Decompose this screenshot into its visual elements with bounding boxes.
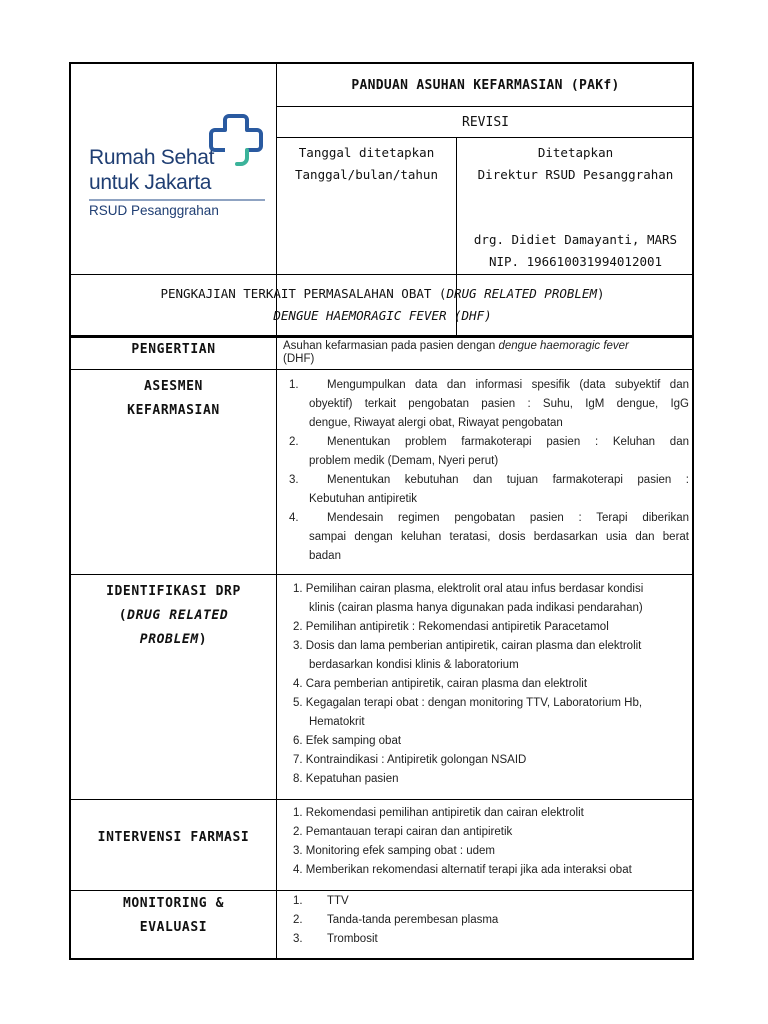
- signer-block: [457, 229, 694, 273]
- identifikasi-label-2b: DRUG RELATED: [127, 608, 229, 623]
- asesmen-item-continuation: sampai dengan keluhan teratasi, dosis berdasarkan usia dan berat: [309, 531, 689, 543]
- revisi-label: REVISI: [462, 114, 509, 130]
- drp-item: [293, 770, 689, 789]
- identifikasi-label-2a: (: [118, 608, 128, 623]
- asesmen-item-continuation: badan: [309, 550, 341, 562]
- drp-item-text: 3. Dosis dan lama pemberian antipiretik, cairan plasma dan elektrolit: [293, 640, 642, 652]
- monitoring-item-number: 3.: [293, 933, 303, 945]
- drp-item-continuation: Hematokrit: [309, 716, 365, 728]
- drp-item: [293, 637, 689, 675]
- asesmen-item-number: 3.: [289, 474, 299, 486]
- g-pengertian-top: [71, 336, 694, 337]
- drp-item-text: 8. Kepatuhan pasien: [293, 773, 399, 785]
- drp-item: [293, 751, 689, 770]
- logo-divider: [89, 199, 265, 201]
- asesmen-bottom-border: [71, 574, 694, 575]
- ditetapkan-value: Direktur RSUD Pesanggrahan: [477, 167, 674, 182]
- asesmen-label-1: ASESMEN: [144, 379, 203, 394]
- drp-item: [293, 694, 689, 732]
- pengertian-text: [283, 340, 688, 366]
- section-title-line-1: [71, 283, 694, 305]
- monitoring-item-text: Tanda-tanda perembesan plasma: [327, 914, 499, 926]
- tanggal-label: Tanggal ditetapkan: [298, 145, 435, 160]
- identifikasi-label-3a: PROBLEM: [139, 632, 199, 647]
- monitoring-item: [293, 892, 689, 911]
- asesmen-item: [289, 376, 689, 433]
- monitoring-label-2: EVALUASI: [139, 920, 208, 935]
- cross-logo-icon: [207, 112, 267, 168]
- section-title-line-2: [71, 305, 694, 327]
- ditetapkan-cell: [457, 142, 694, 186]
- identifikasi-label-1: IDENTIFIKASI DRP: [106, 584, 241, 599]
- asesmen-label-2: KEFARMASIAN: [127, 403, 220, 418]
- asesmen-item: [289, 509, 689, 566]
- pengertian-text-a: Asuhan kefarmasian pada pasien dengan: [283, 340, 499, 352]
- drp-item: [293, 732, 689, 751]
- pengertian-text-b: dengue haemoragic fever: [498, 340, 629, 352]
- monitoring-label-1: MONITORING &: [122, 896, 225, 911]
- signer-nip: NIP. 196610031994012001: [488, 254, 663, 269]
- identifikasi-list: [293, 580, 689, 789]
- identifikasi-label-3b: ): [198, 632, 208, 647]
- asesmen-item: [289, 471, 689, 509]
- asesmen-item-text: Menentukan kebutuhan dan tujuan farmakoterapi pasien :: [327, 474, 689, 486]
- asesmen-item-continuation: obyektif) terkait pengobatan pasien : Suhu, IgM dengue, IgG: [309, 398, 689, 410]
- asesmen-item-text: Mendesain regimen pengobatan pasien : Terapi diberikan: [327, 512, 689, 524]
- intervensi-item: 2. Pemantauan terapi cairan dan antipiretik: [293, 826, 513, 838]
- asesmen-item-continuation: dengue, Riwayat alergi obat, Riwayat pengobatan: [309, 417, 563, 429]
- asesmen-item: [289, 433, 689, 471]
- asesmen-item-number: 4.: [289, 512, 299, 524]
- document-title: PANDUAN ASUHAN KEFARMASIAN (PAKf): [351, 77, 620, 93]
- intervensi-item: 4. Memberikan rekomendasi alternatif terapi jika ada interaksi obat: [293, 864, 632, 876]
- asesmen-list: [289, 376, 689, 566]
- intervensi-label: INTERVENSI FARMASI: [97, 830, 250, 845]
- monitoring-label: [71, 892, 276, 940]
- intervensi-item: 3. Monitoring efek samping obat : udem: [293, 845, 496, 857]
- asesmen-item-continuation: Kebutuhan antipiretik: [309, 493, 418, 505]
- intervensi-list: [293, 804, 689, 880]
- identifikasi-label-2: [71, 604, 276, 628]
- monitoring-list: [293, 892, 689, 949]
- monitoring-item-number: 1.: [293, 895, 303, 907]
- section-title: [71, 283, 694, 327]
- document-form: [69, 62, 694, 960]
- drp-item-text: 4. Cara pemberian antipiretik, cairan plasma dan elektrolit: [293, 678, 588, 690]
- monitoring-item-text: TTV: [327, 895, 349, 907]
- drp-item-continuation: berdasarkan kondisi klinis & laboratorium: [309, 659, 519, 671]
- section-title-part-b: DRUG RELATED PROBLEM: [446, 286, 597, 301]
- body-column-divider: [276, 336, 277, 960]
- intervensi-item: 1. Rekomendasi pemilihan antipiretik dan cairan elektrolit: [293, 807, 584, 819]
- asesmen-item-text: Menentukan problem farmakoterapi pasien : Keluhan dan: [327, 436, 689, 448]
- drp-item: [293, 618, 689, 637]
- tanggal-value: Tanggal/bulan/tahun: [295, 167, 438, 182]
- drp-item-text: 1. Pemilihan cairan plasma, elektrolit oral atau infus berdasar kondisi: [293, 583, 644, 595]
- section-title-part-a: PENGKAJIAN TERKAIT PERMASALAHAN OBAT (: [160, 286, 447, 301]
- logo-subtitle: RSUD Pesanggrahan: [89, 203, 219, 218]
- logo-line-1: Rumah Sehat: [89, 146, 215, 169]
- monitoring-item-text: Trombosit: [327, 933, 378, 945]
- header-bottom-border: [71, 274, 694, 275]
- drp-item-text: 6. Efek samping obat: [293, 735, 402, 747]
- monitoring-item: [293, 930, 689, 949]
- signer-name: drg. Didiet Damayanti, MARS: [473, 232, 678, 247]
- asesmen-item-continuation: problem medik (Demam, Nyeri perut): [309, 455, 499, 467]
- drp-item: [293, 580, 689, 618]
- drp-item-continuation: klinis (cairan plasma hanya digunakan pada indikasi pendarahan): [309, 602, 643, 614]
- identifikasi-bottom-border: [71, 799, 694, 800]
- section-title-dhf: DENGUE HAEMORAGIC FEVER (DHF): [273, 308, 492, 323]
- drp-item-text: 5. Kegagalan terapi obat : dengan monitoring TTV, Laboratorium Hb,: [293, 697, 643, 709]
- revisi-divider: [276, 137, 694, 138]
- identifikasi-label: [71, 580, 276, 652]
- pengertian-text-c: (DHF): [283, 353, 315, 365]
- monitoring-item-number: 2.: [293, 914, 303, 926]
- asesmen-item-number: 2.: [289, 436, 299, 448]
- pengertian-bottom-border: [71, 369, 694, 370]
- drp-item-text: 7. Kontraindikasi : Antipiretik golongan NSAID: [293, 754, 527, 766]
- drp-item: [293, 675, 689, 694]
- section-title-part-c: ): [596, 286, 605, 301]
- hospital-logo: [83, 112, 271, 226]
- ditetapkan-label: Ditetapkan: [537, 145, 614, 160]
- monitoring-item: [293, 911, 689, 930]
- asesmen-item-number: 1.: [289, 379, 299, 391]
- asesmen-label: [71, 375, 276, 423]
- logo-line-2: untuk Jakarta: [89, 171, 212, 194]
- drp-item-text: 2. Pemilihan antipiretik : Rekomendasi antipiretik Paracetamol: [293, 621, 609, 633]
- asesmen-item-text: Mengumpulkan data dan informasi spesifik (data subyektif dan: [327, 379, 689, 391]
- identifikasi-label-3: [71, 628, 276, 652]
- intervensi-bottom-border: [71, 890, 694, 891]
- pengertian-label: PENGERTIAN: [131, 342, 216, 357]
- tanggal-cell: [277, 142, 456, 186]
